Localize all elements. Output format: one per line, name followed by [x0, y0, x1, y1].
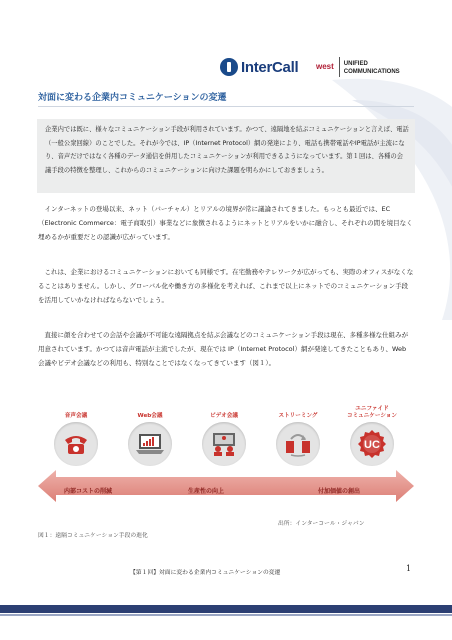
streaming-arrows-icon [276, 422, 320, 466]
video-conference-icon [202, 422, 246, 466]
footer-bar [0, 605, 452, 613]
unified-communications-wordmark [344, 60, 400, 76]
intercall-logo [220, 58, 298, 76]
west-wordmark: west [316, 62, 334, 71]
arrow-label-added-value: 付加価値の創出 [318, 488, 361, 495]
figure-item-web-conference [116, 406, 184, 466]
figure-item-label: 音声会議 [64, 413, 88, 419]
figure-item-audio-conference [42, 406, 110, 466]
figure-item-label-line2: コミュニケーション [346, 413, 397, 419]
page-number: 1 [406, 564, 412, 573]
uc-line1: UNIFIED [343, 61, 368, 67]
figure-item-streaming [264, 406, 332, 466]
body-paragraph-2: これは、企業におけるコミュニケーションにおいても同様です。在宅勤務やテレワークが広がっても、実際のオフィスがなくなることはありません。しかし、グローバル化や働き方の多様化を考えれば、これまで以上にネットでのコミュニケーション手段を活用していかなければならないでしょう。 [38, 268, 414, 305]
figure-1 [38, 406, 414, 518]
uc-line2: COMMUNICATIONS [343, 69, 400, 75]
figure-item-label: Web会議 [137, 413, 163, 419]
logo-divider [339, 57, 340, 77]
figure-source: 出所：インターコール・ジャパン [278, 521, 365, 527]
phone-icon [54, 422, 98, 466]
west-uc-logo [316, 55, 400, 77]
uc-badge-icon [350, 422, 394, 466]
figure-item-video-conference [190, 406, 258, 466]
footer-line [0, 614, 452, 616]
laptop-chart-icon [128, 422, 172, 466]
figure-item-label: ビデオ会議 [210, 413, 238, 419]
figure-item-label: ストリーミング [278, 413, 318, 419]
arrow-label-cost-reduction: 内部コストの削減 [64, 488, 113, 495]
figure-item-label [338, 406, 406, 420]
uc-badge-text: UC [364, 439, 380, 451]
title-underline [38, 106, 414, 107]
figure-item-unified-communications [338, 406, 406, 466]
body-paragraph-1: インターネットの登場以来、ネット（バーチャル）とリアルの境界が常に議論されてきました。もっとも最近では、EC（Electronic Commerce：電子商取引）事業などに象徴されるようにネットとリアルをいかに融合し、それぞれの間を境目なく埋めるかが重要だとの認識が広がっています。 [38, 205, 413, 242]
intercall-mark-icon [220, 58, 238, 76]
footer-title: 【第１回】対面に変わる企業内コミュニケーションの変遷 [130, 570, 281, 576]
figure-item-label-line1: ユニファイド [355, 406, 389, 412]
intercall-wordmark: InterCall [241, 58, 299, 76]
figure-caption: 図１：遠隔コミュニケーション手段の進化 [38, 533, 148, 539]
intro-box: 企業内では既に、様々なコミュニケーション手段が利用されています。かつて、遠隔地を結ぶコミュニケーションと言えば、電話（一般公衆回線）のことでした。それが今では、IP（Internet Protocol）網の発達により、電話も携帯電話やIP電話が主流になり、音声だけではなく各種のデータ通信を併用したコミュニケーションが利用できるようになっています。第１回は、各種の会議手段の特徴を整理し、これからのコミュニケーションに向けた課題を明らかにしておきましょう。 [37, 119, 415, 193]
page-title: 対面に変わる企業内コミュニケーションの変遷 [38, 93, 227, 103]
body-paragraph-3: 直接に顔を合わせての会話や会議が不可能な遠隔拠点を結ぶ会議などのコミュニケーション手段は現在、多種多様な仕組みが用意されています。かつては音声電話が主流でしたが、現在では IP（Internet Protocol）網が発達してきたこともあり、Web 会議やビデオ会議などの利用も、特別なことではなくなってきています（図１）。 [38, 331, 409, 368]
arrow-label-productivity: 生産性の向上 [188, 488, 225, 495]
